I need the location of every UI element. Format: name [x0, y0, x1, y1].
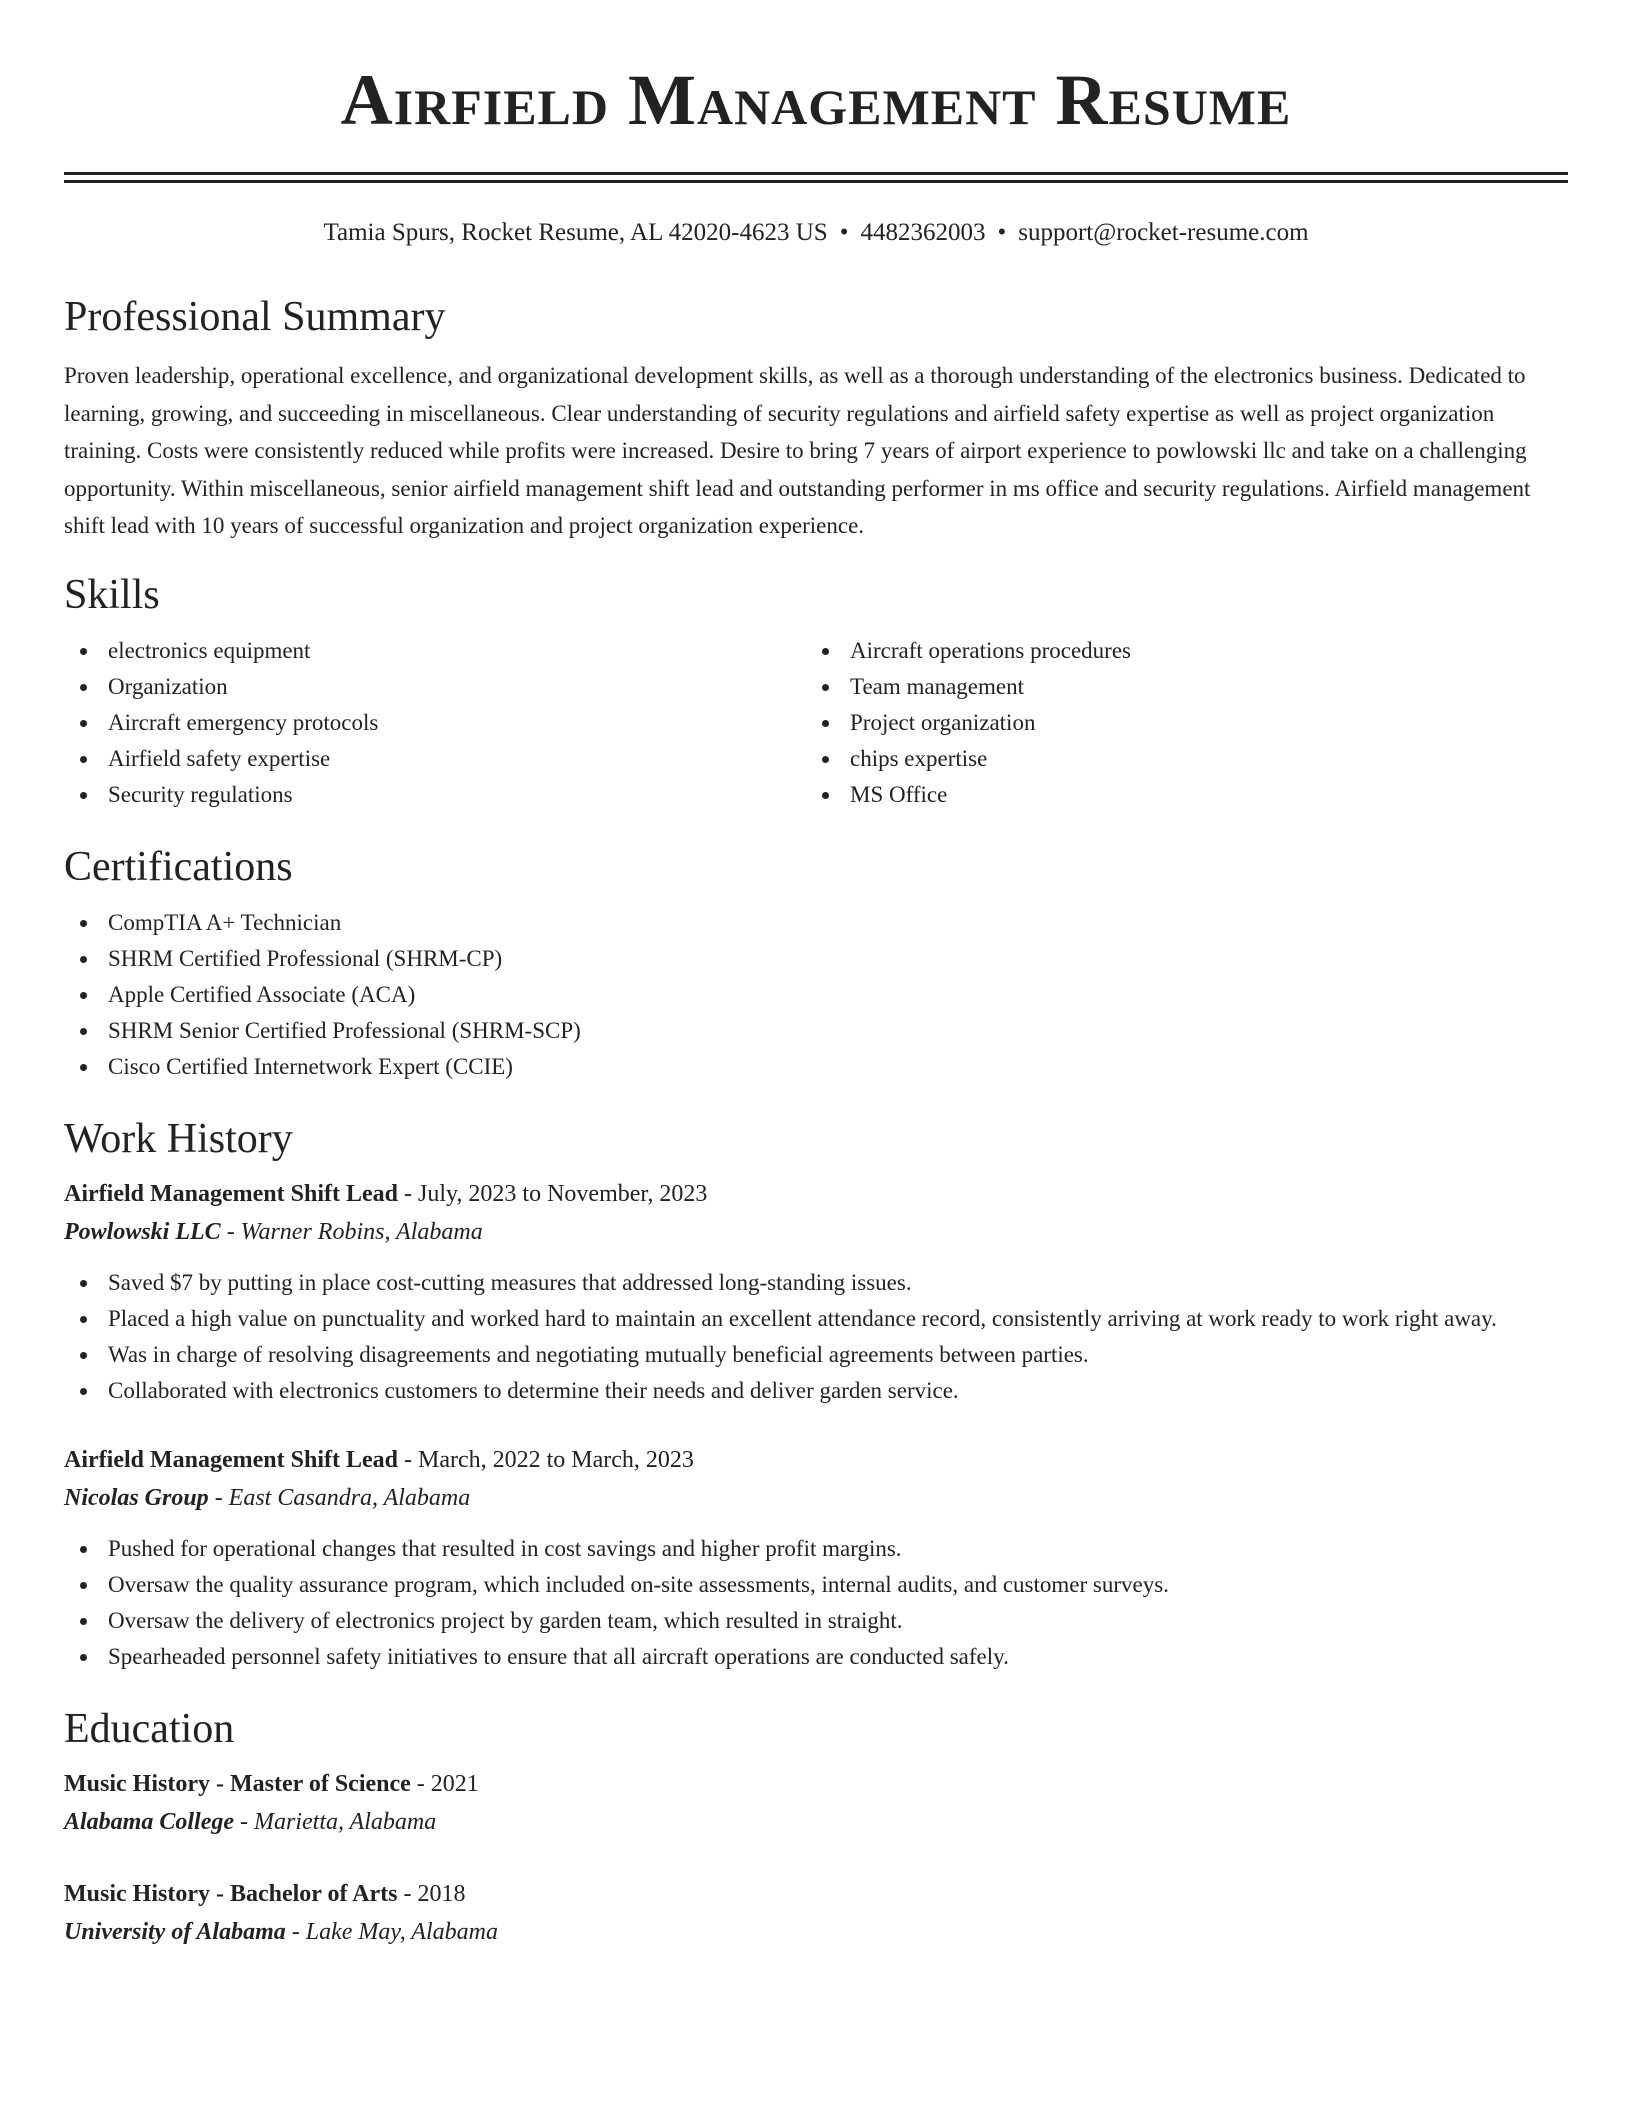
job-entry	[64, 1175, 1568, 1409]
job-bullet: Saved $7 by putting in place cost-cutting measures that addressed long-standing issues.	[64, 1265, 1568, 1301]
skill-item: Aircraft emergency protocols	[64, 705, 806, 741]
summary-heading: Professional Summary	[64, 294, 446, 340]
education-header	[64, 1765, 1568, 1803]
job-location: - Warner Robins, Alabama	[220, 1218, 483, 1245]
education-degree: Music History - Bachelor of Arts	[64, 1880, 398, 1907]
job-bullet: Oversaw the delivery of electronics project by garden team, which resulted in straight.	[64, 1603, 1568, 1639]
job-location: - East Casandra, Alabama	[208, 1484, 471, 1511]
job-title: Airfield Management Shift Lead	[64, 1180, 398, 1207]
education-section	[64, 1703, 1568, 1951]
skill-item: Organization	[64, 669, 806, 705]
job-company-line	[64, 1479, 1568, 1517]
title-divider	[64, 172, 1568, 183]
education-location: - Lake May, Alabama	[285, 1918, 498, 1945]
page-title: Airfield Management Resume	[340, 60, 1292, 140]
job-bullet: Pushed for operational changes that resulted in cost savings and higher profit margins.	[64, 1531, 1568, 1567]
skill-item: Airfield safety expertise	[64, 741, 806, 777]
certifications-heading: Certifications	[64, 843, 293, 890]
education-location: - Marietta, Alabama	[234, 1808, 437, 1835]
contact-email: support@rocket-resume.com	[1018, 219, 1309, 246]
skills-section	[64, 569, 1568, 813]
job-header	[64, 1175, 1568, 1213]
skills-list-left	[64, 633, 806, 813]
education-year: - 2021	[410, 1770, 479, 1797]
job-title: Airfield Management Shift Lead	[64, 1446, 398, 1473]
skills-grid	[64, 633, 1568, 813]
certifications-list	[64, 905, 1568, 1085]
job-bullet: Was in charge of resolving disagreements and negotiating mutually beneficial agreements between parties.	[64, 1337, 1568, 1373]
skill-item: electronics equipment	[64, 633, 806, 669]
certification-item: SHRM Senior Certified Professional (SHRM-SCP)	[64, 1013, 1568, 1049]
job-dates: - March, 2022 to March, 2023	[397, 1446, 694, 1473]
education-entry	[64, 1765, 1568, 1841]
education-degree: Music History - Master of Science	[64, 1770, 411, 1797]
education-school-line	[64, 1803, 1568, 1841]
skill-item: Security regulations	[64, 777, 806, 813]
education-school: University of Alabama	[64, 1918, 286, 1945]
certifications-section	[64, 841, 1568, 1085]
job-company: Nicolas Group	[64, 1484, 209, 1511]
job-bullets	[64, 1265, 1568, 1409]
certification-item: Apple Certified Associate (ACA)	[64, 977, 1568, 1013]
education-school-line	[64, 1913, 1568, 1951]
skills-list-right	[806, 633, 1548, 813]
education-year: - 2018	[397, 1880, 466, 1907]
contact-address: Tamia Spurs, Rocket Resume, AL 42020-4623 US	[323, 219, 828, 246]
contact-phone: 4482362003	[860, 219, 986, 246]
skill-item: Aircraft operations procedures	[806, 633, 1548, 669]
certification-item: Cisco Certified Internetwork Expert (CCIE)	[64, 1049, 1568, 1085]
summary-section	[64, 291, 1568, 545]
job-dates: - July, 2023 to November, 2023	[397, 1180, 708, 1207]
skill-item: Project organization	[806, 705, 1548, 741]
education-heading: Education	[64, 1705, 235, 1752]
job-company-line	[64, 1213, 1568, 1251]
contact-separator: •	[839, 219, 849, 246]
contact-line	[64, 217, 1568, 249]
job-bullet: Oversaw the quality assurance program, which included on-site assessments, internal audits, and customer surveys.	[64, 1567, 1568, 1603]
summary-text: Proven leadership, operational excellence, and organizational development skills, as well as a thorough understanding of the electronics business. Dedicated to learning, growing, and succeeding in miscellaneous. Clear understanding of security regulations and airfield safety expertise as well as project organization training. Costs were consistently reduced while profits were increased. Desire to bring 7 years of airport experience to powlowski llc and take on a challenging opportunity. Within miscellaneous, senior airfield management shift lead and outstanding performer in ms office and security regulations. Airfield management shift lead with 10 years of successful organization and project organization experience.	[64, 363, 1531, 538]
job-bullet: Collaborated with electronics customers to determine their needs and deliver garden service.	[64, 1373, 1568, 1409]
education-header	[64, 1875, 1568, 1913]
education-entry	[64, 1875, 1568, 1951]
job-bullet: Spearheaded personnel safety initiatives to ensure that all aircraft operations are conducted safely.	[64, 1639, 1568, 1675]
skill-item: chips expertise	[806, 741, 1548, 777]
work-history-heading: Work History	[64, 1115, 293, 1162]
work-history-section	[64, 1113, 1568, 1675]
job-entry	[64, 1441, 1568, 1675]
skill-item: Team management	[806, 669, 1548, 705]
job-header	[64, 1441, 1568, 1479]
education-school: Alabama College	[64, 1808, 234, 1835]
certification-item: SHRM Certified Professional (SHRM-CP)	[64, 941, 1568, 977]
job-bullet: Placed a high value on punctuality and worked hard to maintain an excellent attendance record, consistently arriving at work ready to work right away.	[64, 1301, 1568, 1337]
skills-heading: Skills	[64, 571, 160, 618]
job-bullets	[64, 1531, 1568, 1675]
job-company: Powlowski LLC	[64, 1218, 221, 1245]
skill-item: MS Office	[806, 777, 1548, 813]
certification-item: CompTIA A+ Technician	[64, 905, 1568, 941]
contact-separator: •	[997, 219, 1007, 246]
